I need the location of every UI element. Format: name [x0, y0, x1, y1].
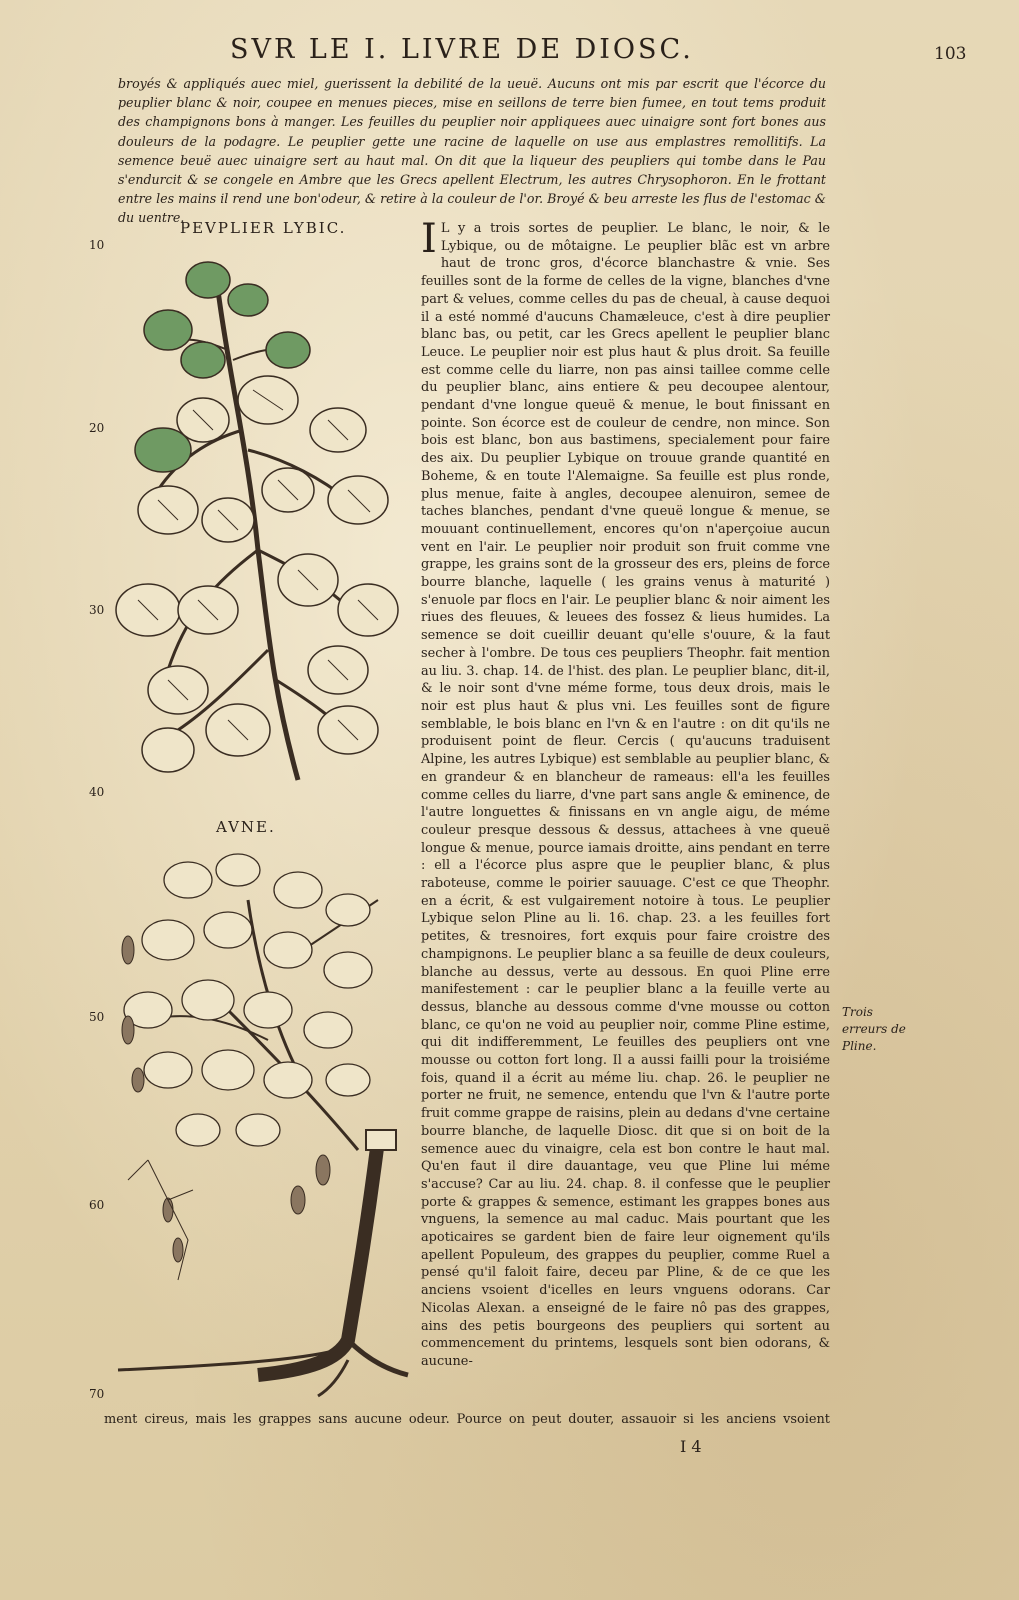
signature-mark: I 4 — [680, 1437, 702, 1456]
body-text-final-line: ment cireus, mais les grappes sans aucune odeur. Pource on peut douter, assauoir si les anciens vsoient — [104, 1412, 830, 1427]
line-number-50: 50 — [89, 1010, 105, 1024]
drop-cap: I — [421, 216, 437, 262]
line-number-30: 30 — [89, 603, 105, 617]
figure-title-poplar: PEVPLIER LYBIC. — [180, 219, 347, 237]
figure-title-alder: AVNE. — [216, 818, 276, 836]
line-number-10: 10 — [89, 238, 105, 252]
page-number: 103 — [934, 44, 967, 64]
running-title: SVR LE I. LIVRE DE DIOSC. — [230, 34, 694, 65]
body-text: L y a trois sortes de peuplier. Le blanc, le noir, & le Lybique, ou de môtaigne. Le peuplier blãc est vn arbre haut de tronc gros, d'écorce blanchastre & vnie. Ses feuilles sont de la forme de celles de la vigne, blanches d'vne part & velues, comme celles du pas de cheual, à cause dequoi il a esté nommé d'aucuns Chamæleuce, c'est à dire peuplier blanc bas, ou petit, car les Grecs apellent le peuplier blanc Leuce. Le peuplier noir est plus haut & plus droit. Sa feuille est comme celle du liarre, non pas ainsi taillee comme celle du peuplier blanc, ains entiere & peu decoupee alentour, pendant d'vne longue queuë & menue, le bout finissant en pointe. Son écorce est de couleur de cendre, non mince. Son bois est blanc, bon aus bastimens, specialement pour faire des aix. Du peuplier Lybique on trouue grande quantité en Boheme, & en toute l'Alemaigne. Sa feuille est plus ronde, plus menue, faite à angles, decoupee alenuiron, semee de taches blanches, pendant d'vne queuë longue & menue, se mouuant continuellement, encores qu'on n'aperçoiue aucun vent en l'air. Le peuplier noir produit son fruit comme vne grappe, les grains sont de la grosseur des ers, pleins de force bourre blanche, laquelle ( les grains venus à maturité ) s'enuole par flocs en l'air. Le peuplier blanc & noir aiment les riues des fleuues, & leuees des fossez & lieus humides. La semence se doit cueillir deuant qu'elle s'ouure, & la faut secher à l'ombre. De tous ces peupliers Theophr. fait mention au liu. 3. chap. 14. de l'hist. des plan. Le peuplier blanc, dit-il, & le noir sont d'vne méme forme, tous deux drois, mais le noir est plus haut & plus vni. Les feuilles sont de figure semblable, le bois blanc en l'vn & en l'autre : on dit qu'ils ne produisent point de fleur. Cercis ( qu'aucuns traduisent Alpine, les autres Lybique) est semblable au peuplier blanc, & en grandeur & en blancheur de rameaus: ell'a les feuilles comme celles du liarre, d'vne part sans angle & eminence, de l'autre longuettes & finissans en vn angle aigu, de méme couleur presque dessous & dessus, attachees à vne queuë longue & menue, pource iamais droitte, ains pendant en terre : ell a l'écorce plus aspre que le peuplier blanc, & plus raboteuse, comme le poirier sauuage. C'est ce que Theophr. en a écrit, & est vulgairement notoire à tous. Le peuplier Lybique selon Pline au li. 16. chap. 23. a les feuilles fort petites, & tresnoires, fort exquis pour faire croistre des champignons. Le peuplier blanc a sa feuille de deux couleurs, blanche au dessus, verte au dessous. En quoi Pline erre manifestement : car le peuplier blanc a la feuille verte au dessus, blanche au dessous comme d'vne mousse ou cotton blanc, ce qu'on ne void au peuplier noir, comme Pline estime, qui dit indifferemment, Le feuilles des peupliers ont vne mousse ou cotton fort long. Il a aussi failli pour la troisiéme fois, quand il a écrit au méme liu. chap. 26. le peuplier ne porter ne fruit, ne semence, entendu que l'vn & l'autre porte fruit comme grappe de raisins, plein au dedans d'vne certaine bourre blanche, de laquelle Diosc. dit que si on boit de la semence auec du vinaigre, cela est bon contre le haut mal. Qu'en faut il dire dauantage, veu que Pline lui méme s'accuse? Car au liu. 24. chap. 8. il confesse que le peuplier porte & grappes & semence, estimant les grappes bones aus vnguens, la semence au mal caduc. Mais pourtant que les apoticaires se gardent bien de faire leur oignement qu'ils apellent Populeum, des grappes du peuplier, comme Ruel a pensé qu'il faloit faire, deceu par Pline, & de ce que les anciens vsoient d'icelles en leurs vnguens odorans. Car Nicolas Alexan. a enseigné de le faire nô pas des grappes, ains des petis bourgeons des peupliers qui sortent au commencement du printems, lesquels sont bien odorans, & aucune- — [421, 221, 830, 1369]
line-number-60: 60 — [89, 1198, 105, 1212]
line-number-40: 40 — [89, 785, 105, 799]
intro-paragraph: broyés & appliqués auec miel, guerissent la debilité de la ueuë. Aucuns ont mis par escrit que l'écorce du peuplier blanc & noir, coupee en menues pieces, mise en seillons de terre bien fumee, en tout tems produit des champignons bons à manger. Les feuilles du peuplier noir appliquees auec uinaigre sont fort bones aus douleurs de la podagre. Le peuplier gette une racine de laquelle on use aus emplastres remollitifs. La semence beuë auec uinaigre sert au haut mal. On dit que la liqueur des peupliers qui tombe dans le Pau s'endurcit & se congele en Ambre que les Grecs apellent Electrum, les autres Chrysophoron. En le frottant entre les mains il rend une bon'odeur, & retire à la couleur de l'or. Broyé & beu arreste les flus de l'estomac & du uentre. — [118, 76, 826, 226]
alder-woodcut-illustration — [108, 840, 418, 1400]
line-number-70: 70 — [89, 1387, 105, 1401]
margin-note: Trois erreurs de Pline. — [842, 1005, 906, 1053]
line-number-20: 20 — [89, 421, 105, 435]
body-text-column — [421, 216, 830, 1371]
poplar-woodcut-illustration — [108, 250, 408, 810]
